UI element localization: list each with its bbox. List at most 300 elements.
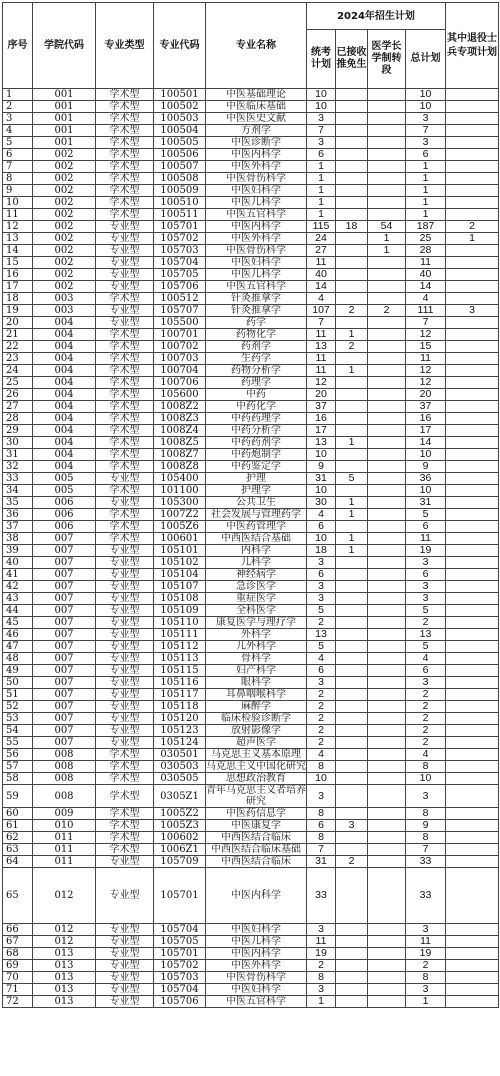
veteran-cell: [446, 389, 499, 401]
veteran-cell: [446, 281, 499, 293]
school-code-cell: 002: [33, 209, 96, 221]
major-type-cell: 学术型: [96, 185, 154, 197]
long-program-cell: [368, 593, 406, 605]
exempt-cell: 2: [336, 341, 368, 353]
exempt-cell: [336, 641, 368, 653]
major-code-cell: 105701: [154, 868, 206, 924]
major-name-cell: 中医基础理论: [206, 89, 307, 101]
major-type-cell: 学术型: [96, 113, 154, 125]
unified-cell: 3: [307, 593, 336, 605]
unified-cell: 107: [307, 305, 336, 317]
seq-cell: 50: [3, 677, 33, 689]
total-cell: 31: [406, 497, 446, 509]
major-type-cell: 专业型: [96, 629, 154, 641]
long-program-cell: [368, 761, 406, 773]
unified-cell: 7: [307, 125, 336, 137]
total-cell: 10: [406, 101, 446, 113]
school-code-cell: 006: [33, 497, 96, 509]
long-program-cell: [368, 461, 406, 473]
exempt-cell: [336, 125, 368, 137]
unified-cell: 3: [307, 785, 336, 808]
school-code-cell: 007: [33, 605, 96, 617]
seq-cell: 30: [3, 437, 33, 449]
long-program-cell: [368, 832, 406, 844]
unified-cell: 17: [307, 425, 336, 437]
major-code-cell: 105709: [154, 856, 206, 868]
total-cell: 11: [406, 257, 446, 269]
school-code-cell: 011: [33, 832, 96, 844]
header-plan-group: 2024年招生计划: [307, 3, 446, 30]
seq-cell: 37: [3, 521, 33, 533]
unified-cell: 31: [307, 856, 336, 868]
school-code-cell: 001: [33, 101, 96, 113]
unified-cell: 30: [307, 497, 336, 509]
seq-cell: 18: [3, 293, 33, 305]
long-program-cell: [368, 868, 406, 924]
major-name-cell: 药学: [206, 317, 307, 329]
total-cell: 3: [406, 137, 446, 149]
table-row: [3, 473, 499, 485]
major-type-cell: 专业型: [96, 677, 154, 689]
total-cell: 19: [406, 948, 446, 960]
veteran-cell: [446, 785, 499, 808]
school-code-cell: 009: [33, 808, 96, 820]
seq-cell: 42: [3, 581, 33, 593]
major-code-cell: 0305Z1: [154, 785, 206, 808]
exempt-cell: 1: [336, 329, 368, 341]
major-name-cell: 中医骨伤科学: [206, 173, 307, 185]
seq-cell: 7: [3, 161, 33, 173]
long-program-cell: [368, 317, 406, 329]
unified-cell: 2: [307, 960, 336, 972]
school-code-cell: 007: [33, 641, 96, 653]
major-code-cell: 105300: [154, 497, 206, 509]
seq-cell: 64: [3, 856, 33, 868]
major-code-cell: 100511: [154, 209, 206, 221]
seq-cell: 53: [3, 713, 33, 725]
total-cell: 11: [406, 353, 446, 365]
exempt-cell: [336, 401, 368, 413]
veteran-cell: [446, 665, 499, 677]
long-program-cell: [368, 785, 406, 808]
major-code-cell: 100503: [154, 113, 206, 125]
major-code-cell: 105702: [154, 233, 206, 245]
school-code-cell: 005: [33, 473, 96, 485]
major-name-cell: 中医妇科学: [206, 924, 307, 936]
exempt-cell: 1: [336, 545, 368, 557]
major-type-cell: 专业型: [96, 856, 154, 868]
major-code-cell: 105703: [154, 972, 206, 984]
major-type-cell: 学术型: [96, 377, 154, 389]
table-body: [3, 89, 499, 1008]
major-code-cell: 101100: [154, 485, 206, 497]
major-code-cell: 100506: [154, 149, 206, 161]
school-code-cell: 002: [33, 173, 96, 185]
exempt-cell: [336, 972, 368, 984]
table-row: [3, 856, 499, 868]
major-name-cell: 社会发展与管理药学: [206, 509, 307, 521]
major-code-cell: 105701: [154, 221, 206, 233]
unified-cell: 33: [307, 868, 336, 924]
unified-cell: 6: [307, 569, 336, 581]
unified-cell: 11: [307, 365, 336, 377]
table-row: [3, 125, 499, 137]
table-container: [2, 2, 498, 1008]
exempt-cell: [336, 689, 368, 701]
exempt-cell: [336, 996, 368, 1008]
major-type-cell: 专业型: [96, 713, 154, 725]
school-code-cell: 004: [33, 389, 96, 401]
long-program-cell: [368, 377, 406, 389]
total-cell: 1: [406, 996, 446, 1008]
major-name-cell: 康复医学与理疗学: [206, 617, 307, 629]
veteran-cell: [446, 437, 499, 449]
exempt-cell: [336, 665, 368, 677]
school-code-cell: 008: [33, 773, 96, 785]
major-name-cell: 眼科学: [206, 677, 307, 689]
school-code-cell: 012: [33, 924, 96, 936]
table-row: [3, 832, 499, 844]
unified-cell: 14: [307, 281, 336, 293]
table-row: [3, 936, 499, 948]
major-type-cell: 学术型: [96, 161, 154, 173]
major-type-cell: 学术型: [96, 173, 154, 185]
veteran-cell: [446, 161, 499, 173]
major-code-cell: 1008Z7: [154, 449, 206, 461]
unified-cell: 9: [307, 461, 336, 473]
table-row: [3, 533, 499, 545]
veteran-cell: 3: [446, 305, 499, 317]
exempt-cell: [336, 761, 368, 773]
major-code-cell: 105107: [154, 581, 206, 593]
school-code-cell: 007: [33, 617, 96, 629]
major-type-cell: 专业型: [96, 984, 154, 996]
total-cell: 17: [406, 425, 446, 437]
seq-cell: 22: [3, 341, 33, 353]
table-row: [3, 972, 499, 984]
table-row: [3, 425, 499, 437]
veteran-cell: [446, 749, 499, 761]
major-code-cell: 105111: [154, 629, 206, 641]
long-program-cell: [368, 401, 406, 413]
table-row: [3, 173, 499, 185]
major-type-cell: 专业型: [96, 221, 154, 233]
exempt-cell: [336, 725, 368, 737]
table-row: [3, 545, 499, 557]
school-code-cell: 013: [33, 984, 96, 996]
total-cell: 3: [406, 785, 446, 808]
table-row: [3, 713, 499, 725]
veteran-cell: [446, 269, 499, 281]
long-program-cell: 1: [368, 245, 406, 257]
major-code-cell: 105113: [154, 653, 206, 665]
table-row: [3, 737, 499, 749]
exempt-cell: [336, 773, 368, 785]
seq-cell: 65: [3, 868, 33, 924]
total-cell: 1: [406, 173, 446, 185]
exempt-cell: [336, 737, 368, 749]
seq-cell: 10: [3, 197, 33, 209]
header-total: 总计划: [406, 30, 446, 89]
major-code-cell: 105110: [154, 617, 206, 629]
seq-cell: 70: [3, 972, 33, 984]
major-type-cell: 专业型: [96, 545, 154, 557]
veteran-cell: [446, 605, 499, 617]
unified-cell: 4: [307, 509, 336, 521]
school-code-cell: 008: [33, 761, 96, 773]
long-program-cell: [368, 197, 406, 209]
table-row: [3, 209, 499, 221]
major-type-cell: 学术型: [96, 353, 154, 365]
long-program-cell: [368, 677, 406, 689]
veteran-cell: [446, 365, 499, 377]
table-row: [3, 497, 499, 509]
unified-cell: 8: [307, 761, 336, 773]
major-name-cell: 中医诊断学: [206, 137, 307, 149]
seq-cell: 33: [3, 473, 33, 485]
exempt-cell: 5: [336, 473, 368, 485]
veteran-cell: [446, 137, 499, 149]
table-row: [3, 317, 499, 329]
veteran-cell: [446, 425, 499, 437]
major-code-cell: 030501: [154, 749, 206, 761]
major-type-cell: 学术型: [96, 749, 154, 761]
total-cell: 3: [406, 593, 446, 605]
total-cell: 8: [406, 972, 446, 984]
total-cell: 6: [406, 569, 446, 581]
long-program-cell: [368, 137, 406, 149]
unified-cell: 16: [307, 413, 336, 425]
major-type-cell: 学术型: [96, 425, 154, 437]
school-code-cell: 007: [33, 725, 96, 737]
seq-cell: 9: [3, 185, 33, 197]
exempt-cell: [336, 269, 368, 281]
table-row: [3, 677, 499, 689]
seq-cell: 31: [3, 449, 33, 461]
exempt-cell: [336, 185, 368, 197]
table-row: [3, 761, 499, 773]
header-school-code: 学院代码: [33, 3, 96, 89]
unified-cell: 10: [307, 89, 336, 101]
exempt-cell: [336, 960, 368, 972]
major-name-cell: 公共卫生: [206, 497, 307, 509]
veteran-cell: [446, 521, 499, 533]
table-row: [3, 449, 499, 461]
veteran-cell: [446, 713, 499, 725]
major-name-cell: 中医五官科学: [206, 996, 307, 1008]
school-code-cell: 004: [33, 401, 96, 413]
major-name-cell: 中医药管理学: [206, 521, 307, 533]
major-type-cell: 专业型: [96, 557, 154, 569]
table-row: [3, 389, 499, 401]
exempt-cell: [336, 832, 368, 844]
major-type-cell: 学术型: [96, 485, 154, 497]
long-program-cell: [368, 972, 406, 984]
veteran-cell: [446, 413, 499, 425]
unified-cell: 7: [307, 844, 336, 856]
major-name-cell: 临床检验诊断学: [206, 713, 307, 725]
table-row: [3, 269, 499, 281]
major-type-cell: 专业型: [96, 665, 154, 677]
major-type-cell: 学术型: [96, 437, 154, 449]
seq-cell: 5: [3, 137, 33, 149]
major-type-cell: 学术型: [96, 844, 154, 856]
unified-cell: 3: [307, 137, 336, 149]
seq-cell: 3: [3, 113, 33, 125]
unified-cell: 40: [307, 269, 336, 281]
major-code-cell: 105104: [154, 569, 206, 581]
unified-cell: 6: [307, 665, 336, 677]
unified-cell: 1: [307, 185, 336, 197]
veteran-cell: [446, 329, 499, 341]
exempt-cell: [336, 137, 368, 149]
seq-cell: 52: [3, 701, 33, 713]
seq-cell: 13: [3, 233, 33, 245]
total-cell: 5: [406, 509, 446, 521]
veteran-cell: [446, 581, 499, 593]
major-type-cell: 学术型: [96, 761, 154, 773]
school-code-cell: 007: [33, 533, 96, 545]
total-cell: 6: [406, 149, 446, 161]
total-cell: 16: [406, 413, 446, 425]
exempt-cell: [336, 149, 368, 161]
long-program-cell: [368, 485, 406, 497]
long-program-cell: [368, 257, 406, 269]
major-code-cell: 105115: [154, 665, 206, 677]
exempt-cell: [336, 984, 368, 996]
veteran-cell: [446, 533, 499, 545]
major-name-cell: 中西医结合基础: [206, 533, 307, 545]
veteran-cell: [446, 737, 499, 749]
unified-cell: 19: [307, 948, 336, 960]
long-program-cell: [368, 341, 406, 353]
major-name-cell: 药理学: [206, 377, 307, 389]
seq-cell: 40: [3, 557, 33, 569]
long-program-cell: [368, 353, 406, 365]
unified-cell: 11: [307, 353, 336, 365]
long-program-cell: [368, 149, 406, 161]
long-program-cell: [368, 365, 406, 377]
table-row: [3, 701, 499, 713]
header-major-name: 专业名称: [206, 3, 307, 89]
major-type-cell: 专业型: [96, 617, 154, 629]
enrollment-plan-table: [2, 2, 499, 1008]
veteran-cell: [446, 185, 499, 197]
veteran-cell: [446, 449, 499, 461]
total-cell: 33: [406, 868, 446, 924]
unified-cell: 11: [307, 329, 336, 341]
long-program-cell: [368, 113, 406, 125]
long-program-cell: [368, 545, 406, 557]
major-code-cell: 100505: [154, 137, 206, 149]
long-program-cell: [368, 521, 406, 533]
seq-cell: 59: [3, 785, 33, 808]
major-type-cell: 专业型: [96, 996, 154, 1008]
major-code-cell: 105701: [154, 948, 206, 960]
school-code-cell: 007: [33, 701, 96, 713]
veteran-cell: [446, 761, 499, 773]
major-code-cell: 1005Z6: [154, 521, 206, 533]
major-name-cell: 针灸推拿学: [206, 293, 307, 305]
school-code-cell: 002: [33, 221, 96, 233]
long-program-cell: [368, 701, 406, 713]
total-cell: 10: [406, 449, 446, 461]
major-type-cell: 专业型: [96, 605, 154, 617]
table-row: [3, 341, 499, 353]
unified-cell: 24: [307, 233, 336, 245]
major-type-cell: 学术型: [96, 389, 154, 401]
veteran-cell: [446, 924, 499, 936]
major-name-cell: 中医临床基础: [206, 101, 307, 113]
major-code-cell: 105123: [154, 725, 206, 737]
veteran-cell: [446, 473, 499, 485]
long-program-cell: [368, 569, 406, 581]
unified-cell: 8: [307, 832, 336, 844]
long-program-cell: [368, 924, 406, 936]
long-program-cell: 54: [368, 221, 406, 233]
table-row: [3, 401, 499, 413]
major-code-cell: 100706: [154, 377, 206, 389]
unified-cell: 13: [307, 629, 336, 641]
major-name-cell: 中医外科学: [206, 960, 307, 972]
total-cell: 9: [406, 461, 446, 473]
exempt-cell: [336, 569, 368, 581]
school-code-cell: 004: [33, 317, 96, 329]
veteran-cell: [446, 101, 499, 113]
long-program-cell: [368, 293, 406, 305]
major-code-cell: 100703: [154, 353, 206, 365]
total-cell: 8: [406, 808, 446, 820]
table-row: [3, 101, 499, 113]
school-code-cell: 002: [33, 161, 96, 173]
seq-cell: 72: [3, 996, 33, 1008]
exempt-cell: [336, 293, 368, 305]
long-program-cell: [368, 605, 406, 617]
veteran-cell: [446, 485, 499, 497]
unified-cell: 4: [307, 293, 336, 305]
unified-cell: 2: [307, 617, 336, 629]
seq-cell: 67: [3, 936, 33, 948]
seq-cell: 49: [3, 665, 33, 677]
major-code-cell: 1008Z8: [154, 461, 206, 473]
header-long-program: 医学长学制转段: [368, 30, 406, 89]
table-row: [3, 749, 499, 761]
exempt-cell: [336, 281, 368, 293]
major-name-cell: 中医内科学: [206, 149, 307, 161]
seq-cell: 46: [3, 629, 33, 641]
school-code-cell: 012: [33, 936, 96, 948]
major-code-cell: 100507: [154, 161, 206, 173]
major-name-cell: 药剂学: [206, 341, 307, 353]
veteran-cell: [446, 497, 499, 509]
long-program-cell: 1: [368, 233, 406, 245]
school-code-cell: 001: [33, 137, 96, 149]
major-code-cell: 105704: [154, 924, 206, 936]
exempt-cell: [336, 317, 368, 329]
total-cell: 1: [406, 209, 446, 221]
major-code-cell: 100602: [154, 832, 206, 844]
seq-cell: 15: [3, 257, 33, 269]
long-program-cell: [368, 509, 406, 521]
major-type-cell: 专业型: [96, 581, 154, 593]
major-type-cell: 专业型: [96, 689, 154, 701]
unified-cell: 2: [307, 701, 336, 713]
major-code-cell: 105706: [154, 996, 206, 1008]
table-row: [3, 773, 499, 785]
major-code-cell: 105703: [154, 245, 206, 257]
table-row: [3, 257, 499, 269]
major-type-cell: 学术型: [96, 449, 154, 461]
